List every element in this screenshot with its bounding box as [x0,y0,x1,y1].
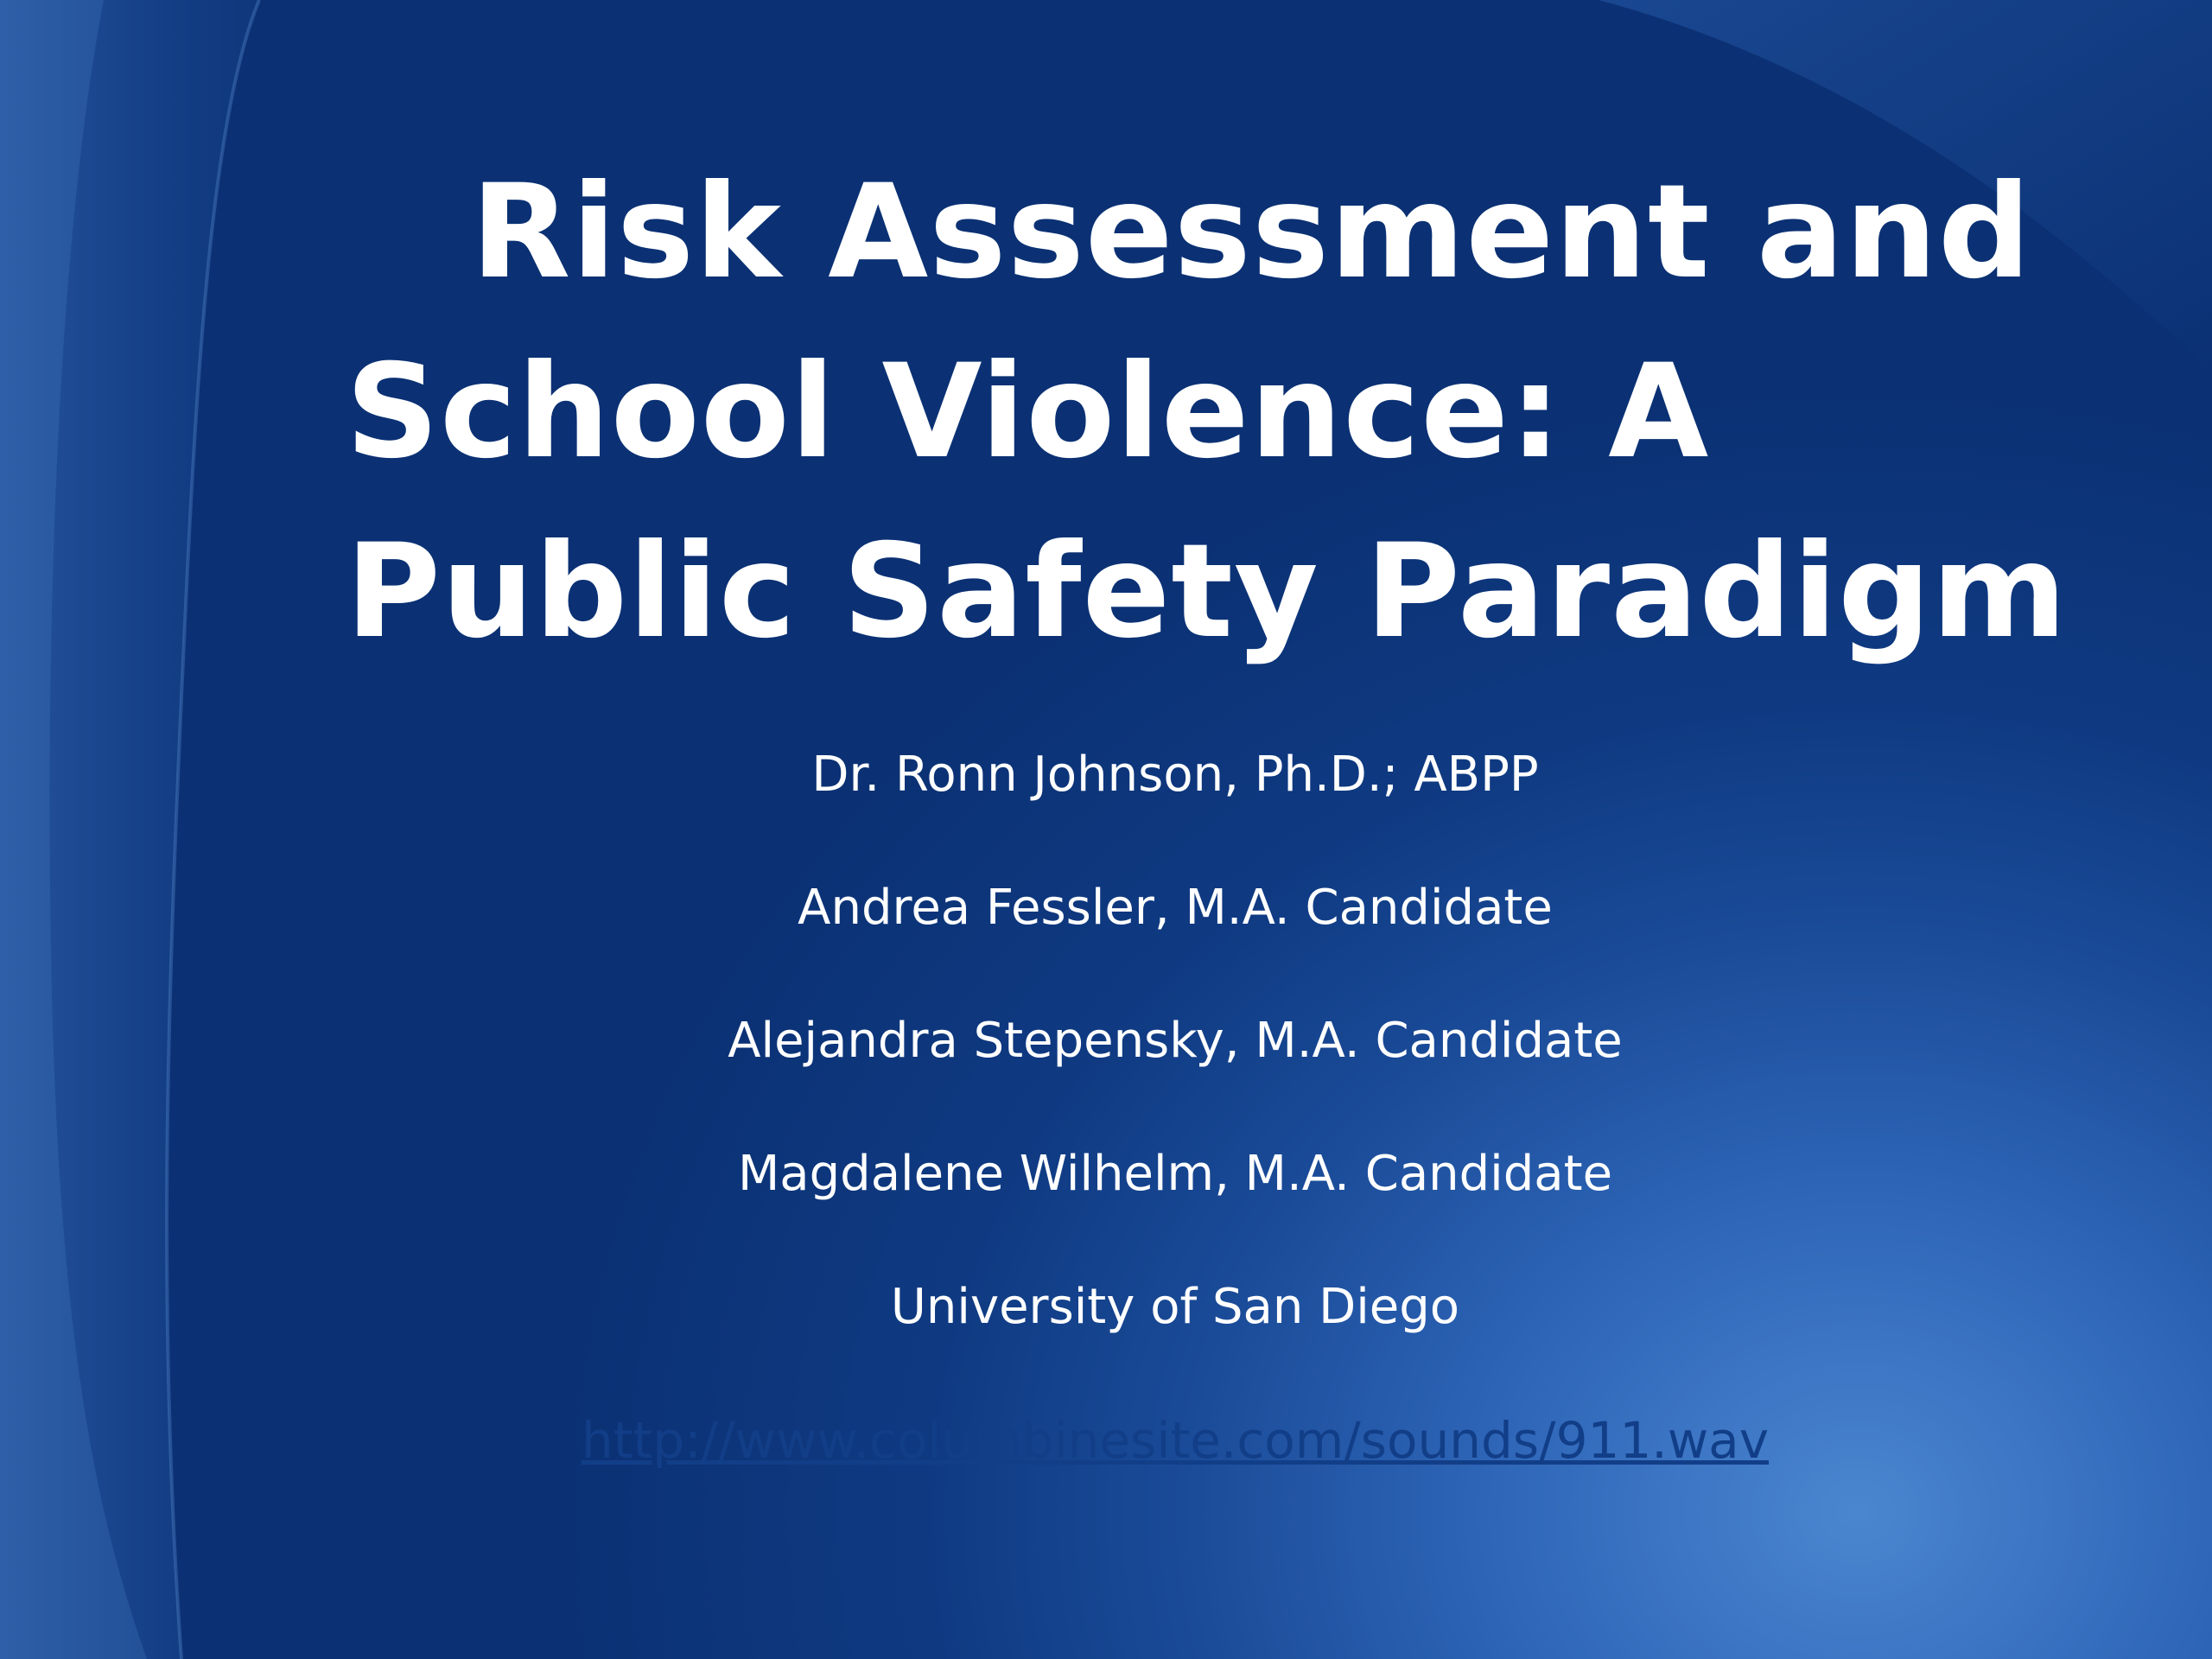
author-coauthor-1: Andrea Fessler, M.A. Candidate [798,880,1553,936]
author-coauthor-3: Magdalene Wilhelm, M.A. Candidate [737,1146,1613,1202]
slide-subtitle-block [570,709,1780,1507]
title-line-3: Public Safety Paradigm [346,517,2068,667]
author-presenter: Dr. Ronn Johnson, Ph.D.; ABPP [811,747,1539,803]
title-line-2: School Violence: A [346,337,1710,487]
slide-title [346,143,2068,682]
institution-name: University of San Diego [890,1279,1460,1335]
audio-link[interactable]: http://www.columbinesite.com/sounds/911.wav [581,1411,1770,1470]
title-line-1: Risk Assessment and [471,157,2032,308]
author-coauthor-2: Alejandra Stepensky, M.A. Candidate [728,1013,1623,1069]
